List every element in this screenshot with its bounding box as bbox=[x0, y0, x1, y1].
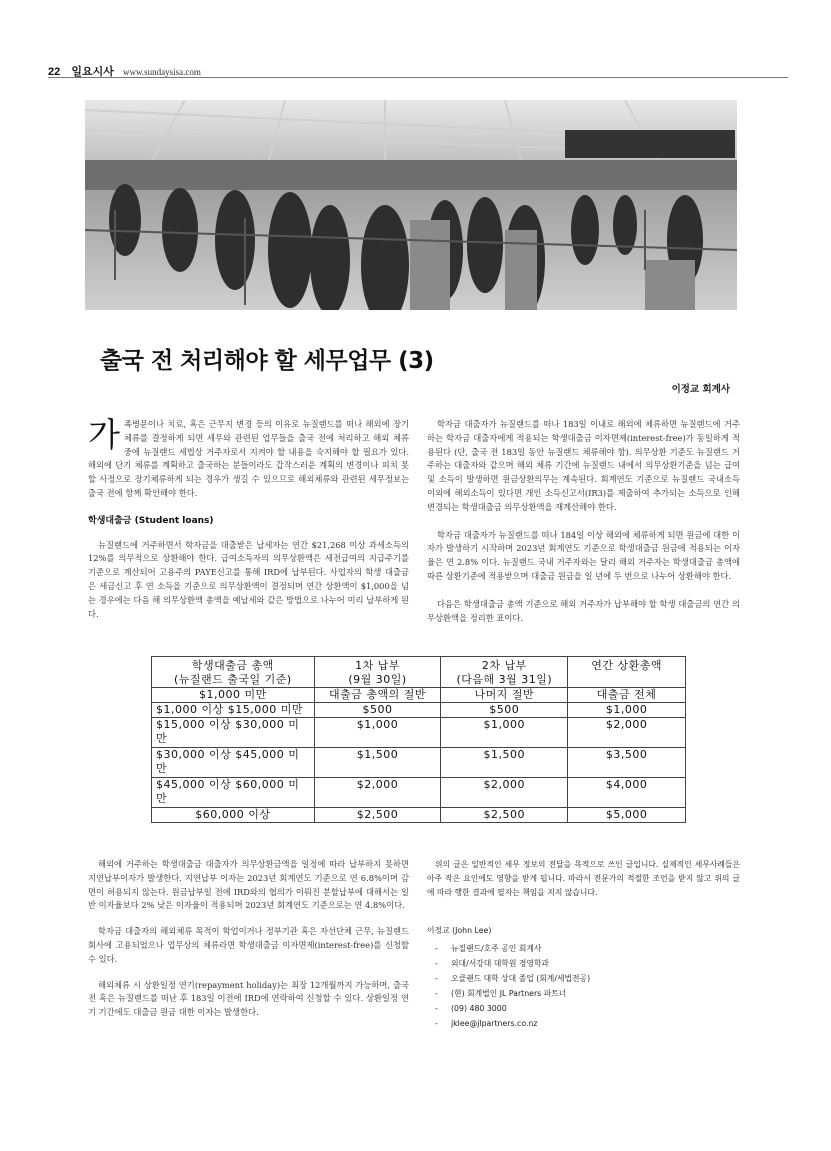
header-cell: 2차 납부 (다음해 3월 31일) bbox=[441, 657, 568, 688]
profile-item: - 뉴질랜드/호주 공인 회계사 bbox=[435, 944, 542, 953]
table-row bbox=[152, 748, 686, 778]
newspaper-url: www.sundaysisa.com bbox=[122, 67, 201, 77]
header-cell: 연간 상환총액 bbox=[568, 657, 686, 688]
first-cell: $1,000 bbox=[314, 718, 441, 748]
second-cell: 나머지 절반 bbox=[441, 688, 568, 703]
intro-text: 족병문이나 치료, 혹은 근무지 변경 등의 이유로 뉴질랜드를 떠나 해외에 장기 체류를 결정하게 되면 세무와 관련된 업무들을 출국 전에 처리하고 해외 체류 중에 뉴질랜드 세법상 거주자로서 지켜야 할 내용을 숙지해야 할 필요가 있다. 해외에 단기 체류를 계획하고 출국하는 분들이라도 갑작스러운 계획의 변경이나 피치 못할 사정으로 장기체류하게 되는 경우가 생길 수 있으므로 해외체류와 관련된 세무정보는 출국 전에 함께 확인해야 한다. bbox=[88, 419, 409, 498]
right-paragraph-3: 다음은 학생대출금 총액 기준으로 해외 거주자가 납부해야 할 학생 대출금의 연간 의무상환액을 정리한 표이다. bbox=[427, 598, 740, 623]
range-cell: $1,000 미만 bbox=[152, 688, 315, 703]
first-cell: $2,000 bbox=[314, 778, 441, 808]
profile-item[interactable]: - jklee@jlpartners.co.nz bbox=[427, 1016, 740, 1031]
bottom-paragraph-2: 학자금 대출자의 해외체류 목적이 학업이거나 정부기관 혹은 자선단체 근무, 뉴질랜드 회사에 고용되었으나 업무상의 체류라면 학생대출금 이자면제(interest-free)를 신청할 수 있다. bbox=[88, 926, 409, 964]
total-cell: $2,000 bbox=[568, 718, 686, 748]
airport-photo bbox=[85, 100, 737, 310]
first-cell: $1,500 bbox=[314, 748, 441, 778]
left-column bbox=[88, 415, 409, 635]
page-number: 22 bbox=[48, 66, 61, 78]
profile-item: - (현) 회계법인 JL Partners 파트너 bbox=[435, 989, 567, 998]
profile-item: - (09) 480 3000 bbox=[435, 1004, 507, 1013]
first-cell: 대출금 총액의 절반 bbox=[314, 688, 441, 703]
second-cell: $2,500 bbox=[441, 808, 568, 823]
range-cell: $60,000 이상 bbox=[152, 808, 315, 823]
range-cell: $1,000 이상 $15,000 미만 bbox=[152, 703, 315, 718]
left-paragraph-2: 뉴질랜드에 거주하면서 학자금을 대출받은 납세자는 연간 $21,268 이상 과세소득의 12%를 의무적으로 상환해야 한다. 급여소득자의 의무상환액은 세전급여의 지급주기를 기준으로 계산되어 고용주의 PAYE신고를 통해 IRD에 납부된다. 사업자의 학생 대출금은 세금신고 후 연 소득을 기준으로 의무상환액이 결정되며 연간 상환액이 $1,000을 넘는 경우에는 다음 해 의무상환액 총액을 예납세와 같은 방법으로 나누어 미리 납부하게 된다. bbox=[88, 539, 409, 619]
header-cell: 학생대출금 총액 (뉴질랜드 출국일 기준) bbox=[152, 657, 315, 688]
table-row bbox=[152, 808, 686, 823]
table-row bbox=[152, 688, 686, 703]
second-cell: $1,000 bbox=[441, 718, 568, 748]
header-cell: 1차 납부 (9월 30일) bbox=[314, 657, 441, 688]
profile-item: - 외대/서강대 대학원 경영학과 bbox=[435, 959, 549, 968]
article-title: 출국 전 처리해야 할 세무업무 (3) bbox=[100, 348, 434, 374]
drop-cap: 가 bbox=[88, 415, 120, 454]
profile-name: 이정교 (John Lee) bbox=[427, 926, 492, 935]
intro-paragraph bbox=[88, 415, 409, 501]
bottom-right-column bbox=[427, 858, 740, 1031]
email-link[interactable]: jklee@jlpartners.co.nz bbox=[451, 1019, 538, 1028]
table-header-row bbox=[152, 657, 686, 688]
table-row bbox=[152, 718, 686, 748]
range-cell: $45,000 이상 $60,000 미만 bbox=[152, 778, 315, 808]
disclaimer: 위의 글은 일반적인 세무 정보의 전달을 목적으로 쓰인 글입니다. 실제적인 세무사례들은 아주 작은 요인에도 영향을 받게 됩니다. 따라서 전문가의 적절한 조언을 받지 않고 위의 글에 따라 행한 결과에 필자는 책임을 지지 않습니다. bbox=[427, 860, 740, 897]
profile-item: - 오클랜드 대학 상대 졸업 (회계/세법전공) bbox=[435, 974, 591, 983]
table-row bbox=[152, 778, 686, 808]
second-cell: $500 bbox=[441, 703, 568, 718]
first-cell: $2,500 bbox=[314, 808, 441, 823]
total-cell: $4,000 bbox=[568, 778, 686, 808]
second-cell: $2,000 bbox=[441, 778, 568, 808]
right-paragraph-2: 학자금 대출자가 뉴질랜드를 떠나 184일 이상 해외에 체류하게 되면 원금에 대한 이자가 발생하기 시작하며 2023년 회계연도 기준으로 학생대출금 원금에 적용되는 이자율은 연 2.8% 이다. 뉴질랜드 국내 거주자와는 달리 해외 거주자는 학생대출금 총액에 따른 상환기준에 적용받으며 대출금 원금을 일 년에 두 번으로 나누어 상환해야 한다. bbox=[427, 529, 740, 581]
total-cell: $5,000 bbox=[568, 808, 686, 823]
page-header bbox=[48, 60, 788, 78]
repayment-table bbox=[151, 656, 686, 823]
total-cell: $3,500 bbox=[568, 748, 686, 778]
second-cell: $1,500 bbox=[441, 748, 568, 778]
total-cell: $1,000 bbox=[568, 703, 686, 718]
right-paragraph-1: 학자금 대출자가 뉴질랜드를 떠나 183일 이내로 해외에 체류하면 뉴질랜드에 거주하는 학자금 대출자에게 적용되는 학생대출금 이자면제(interest-free)가 동일하게 적용된다 (단, 출국 전 183일 동안 뉴질랜드 체류해야 함). 의무상환 기준도 뉴질랜드 거주하는 대출자와 같으며 해외 체류 기간에 뉴질랜드 내에서 의무상환기준을 넘는 급여 및 소득이 발생하면 원금상환의무는 계속된다. 회계연도 기준으로 뉴질랜드 국내소득 이외에 해외소득이 있다면 개인 소득신고서(IR3)를 제출하여 추가되는 소득으로 인해 변경되는 학생대출금 의무상환액을 재계산해야 한다. bbox=[427, 419, 740, 512]
newspaper-name: 일요시사 bbox=[71, 65, 114, 78]
range-cell: $30,000 이상 $45,000 미만 bbox=[152, 748, 315, 778]
bottom-left-column bbox=[88, 858, 409, 1032]
range-cell: $15,000 이상 $30,000 미만 bbox=[152, 718, 315, 748]
total-cell: 대출금 전체 bbox=[568, 688, 686, 703]
section-subhead: 학생대출금 (Student loans) bbox=[88, 515, 214, 526]
bottom-paragraph-1: 해외에 거주하는 학생대출금 대출자가 의무상환금액을 일정에 따라 납부하지 못하면 지연납부이자가 발생한다. 지연납부 이자는 2023년 회계연도 기준으로 연 6.8%이며 감면이 허용되지 않는다. 원금납부일 전에 IRD와의 협의가 이뤄진 분할납부에 대해서는 일반 이자율보다 2% 낮은 이자율이 적용되며 2023년 회계연도 기준으로는 연 4.8%이다. bbox=[88, 859, 409, 911]
right-column bbox=[427, 418, 740, 639]
table-row bbox=[152, 703, 686, 718]
first-cell: $500 bbox=[314, 703, 441, 718]
article-author: 이정교 회계사 bbox=[671, 384, 730, 395]
bottom-paragraph-3: 해외체류 시 상환일정 연기(repayment holiday)는 최장 12개월까지 가능하며, 출국 전 혹은 뉴질랜드를 떠난 후 183일 이전에 IRD에 연락하여 신청할 수 있다. 상환일정 연기 기간에도 대출금 원금 대한 이자는 발생한다. bbox=[88, 979, 409, 1018]
